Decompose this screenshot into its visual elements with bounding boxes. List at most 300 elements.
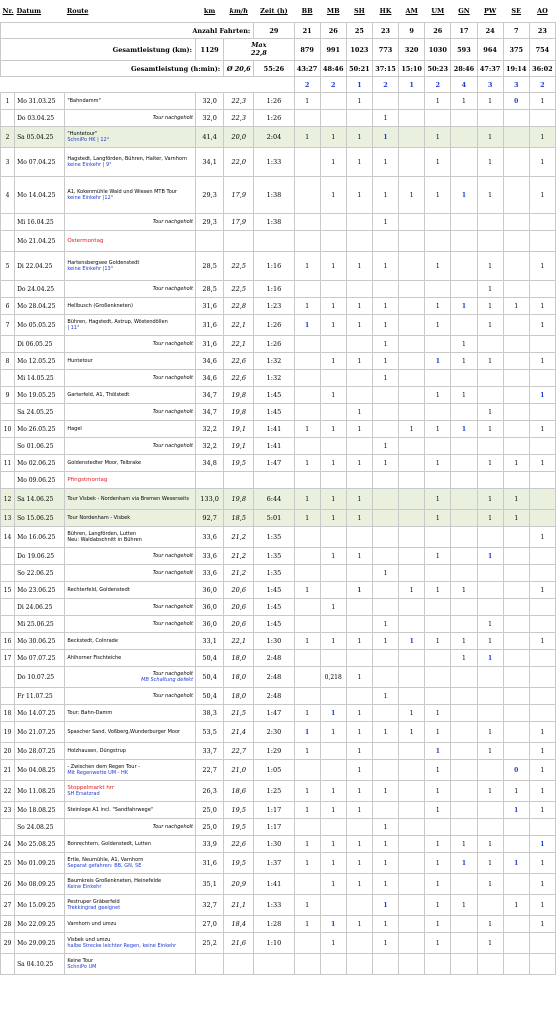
- rider-tick: [503, 438, 529, 455]
- rider-tick: 1: [477, 353, 503, 370]
- rider-tick: 1: [372, 438, 398, 455]
- rider-tick: [503, 370, 529, 387]
- row-km: 26,3: [196, 781, 224, 802]
- row-km: 33,1: [196, 633, 224, 650]
- rider-tick: 1: [425, 916, 451, 933]
- row-km: 34,1: [196, 148, 224, 177]
- row-date: Sa 04.10.25: [15, 954, 65, 975]
- route-text: Hellbusch (Großenkneten): [67, 303, 133, 309]
- rider-tick: [451, 438, 477, 455]
- rider-tick: 1: [425, 802, 451, 819]
- rider-tick: [451, 565, 477, 582]
- row-route: [65, 760, 196, 781]
- table-row: [1, 853, 556, 874]
- row-date: Fr 11.07.25: [15, 688, 65, 705]
- rider-tick: 1: [425, 93, 451, 110]
- rider-tick: 1: [294, 93, 320, 110]
- rider-tick: [503, 954, 529, 975]
- rider-tick: 1: [425, 298, 451, 315]
- rider-tick: 1: [425, 148, 451, 177]
- rider-tick: 1: [399, 633, 425, 650]
- row-km: 31,6: [196, 853, 224, 874]
- row-km: 29,3: [196, 177, 224, 214]
- rider-tick: 1: [529, 722, 555, 743]
- table-row: [1, 110, 556, 127]
- fahrten-value: 21: [294, 23, 320, 39]
- rider-tick: 1: [477, 421, 503, 438]
- row-zeit: 1:32: [254, 353, 294, 370]
- row-number: [1, 472, 15, 489]
- table-row: [1, 252, 556, 281]
- row-number: 9: [1, 387, 15, 404]
- rider-tick: [425, 527, 451, 548]
- rider-tick: 1: [346, 836, 372, 853]
- row-date: So 01.06.25: [15, 438, 65, 455]
- row-zeit: 1:16: [254, 252, 294, 281]
- row-number: 14: [1, 527, 15, 548]
- row-date: Mo 22.09.25: [15, 916, 65, 933]
- table-row: [1, 781, 556, 802]
- nachgeholt-note: Tour nachgeholt: [152, 286, 194, 292]
- rider-tick: 1: [294, 510, 320, 527]
- row-kmh: 18,5: [224, 510, 254, 527]
- row-route: [65, 177, 196, 214]
- row-km: 31,6: [196, 336, 224, 353]
- hours-label: Gesamtleistung (h:min):: [1, 61, 224, 77]
- rider-tick: [372, 93, 398, 110]
- rider-tick: 1: [425, 836, 451, 853]
- rider-tick: [320, 582, 346, 599]
- row-route: [65, 298, 196, 315]
- rider-tick: 1: [372, 853, 398, 874]
- row-route: [65, 252, 196, 281]
- row-date: Di 06.05.25: [15, 336, 65, 353]
- rider-tick: [425, 616, 451, 633]
- row-route: [65, 599, 196, 616]
- rider-tick: 1: [425, 582, 451, 599]
- rider-tick: [346, 650, 372, 667]
- rider-tick: [372, 743, 398, 760]
- rider-tick: [346, 214, 372, 231]
- row-zeit: 1:16: [254, 281, 294, 298]
- route-text: Goldenstedter Moor, Telbrake: [67, 460, 141, 466]
- row-kmh: 19,5: [224, 455, 254, 472]
- rider-tick: 1: [372, 688, 398, 705]
- route-subnote: Trekkingrad geeignet: [67, 905, 121, 911]
- row-zeit: 1:33: [254, 148, 294, 177]
- rider-tick: 1: [346, 353, 372, 370]
- rider-tick: [451, 781, 477, 802]
- rider-tick: 1: [320, 781, 346, 802]
- nachgeholt-note: Tour nachgeholt: [152, 409, 194, 415]
- row-date: Mo 14.07.25: [15, 705, 65, 722]
- rider-tick: [503, 315, 529, 336]
- rider-tick: 1: [346, 510, 372, 527]
- route-subnote: | 11°: [67, 325, 80, 331]
- route-text: Hagstedt, Langförden, Bühren, Halter, Varnhorn: [67, 156, 188, 162]
- row-date: Sa 24.05.25: [15, 404, 65, 421]
- rider-tick: [503, 565, 529, 582]
- rider-tick: [346, 336, 372, 353]
- row-zeit: 1:41: [254, 421, 294, 438]
- row-km: 33,6: [196, 565, 224, 582]
- rider-tick: [399, 895, 425, 916]
- row-date: Mo 05.05.25: [15, 315, 65, 336]
- row-route: [65, 93, 196, 110]
- row-route: [65, 127, 196, 148]
- hours-value: 28:46: [451, 61, 477, 77]
- row-date: Mi 25.06.25: [15, 616, 65, 633]
- rider-tick: 1: [425, 874, 451, 895]
- rider-tick: [320, 438, 346, 455]
- rider-tick: [503, 527, 529, 548]
- rider-tick: 1: [346, 853, 372, 874]
- row-route: [65, 743, 196, 760]
- rider-tick: [451, 110, 477, 127]
- rider-tick: 1: [477, 510, 503, 527]
- row-km: [196, 472, 224, 489]
- rider-tick: [399, 819, 425, 836]
- count-value: 2: [529, 77, 555, 93]
- row-number: 12: [1, 489, 15, 510]
- row-route: [65, 650, 196, 667]
- row-number: 23: [1, 802, 15, 819]
- rider-tick: [529, 616, 555, 633]
- rider-tick: [503, 616, 529, 633]
- rider-tick: 1: [320, 489, 346, 510]
- rider-tick: 1: [346, 874, 372, 895]
- row-km: [196, 231, 224, 252]
- route-text: Ahlhorner Fischteiche: [67, 655, 122, 661]
- rider-tick: 1: [372, 722, 398, 743]
- row-route: [65, 633, 196, 650]
- rider-tick: [294, 933, 320, 954]
- row-date: Mo 18.08.25: [15, 802, 65, 819]
- rider-tick: [425, 599, 451, 616]
- row-kmh: 20,6: [224, 582, 254, 599]
- rides-body: [1, 93, 556, 975]
- rider-tick: [477, 565, 503, 582]
- route-text: Garterfeld, A1, Thölstedt: [67, 392, 130, 398]
- rider-tick: [399, 93, 425, 110]
- rider-tick: [294, 616, 320, 633]
- row-route: [65, 874, 196, 895]
- rider-tick: [399, 836, 425, 853]
- rider-tick: 1: [294, 781, 320, 802]
- table-row: [1, 688, 556, 705]
- row-zeit: 1:38: [254, 177, 294, 214]
- row-number: 1: [1, 93, 15, 110]
- route-text: Bonrechtern, Goldenstedt, Lutten: [67, 841, 152, 847]
- table-row: [1, 472, 556, 489]
- row-date: Mo 21.07.25: [15, 722, 65, 743]
- row-route: [65, 421, 196, 438]
- rider-tick: 1: [346, 916, 372, 933]
- table-row: [1, 370, 556, 387]
- rider-tick: [372, 599, 398, 616]
- row-date: Sa 14.06.25: [15, 489, 65, 510]
- rider-tick: [477, 895, 503, 916]
- rider-tick: [320, 404, 346, 421]
- hours-value: 48:46: [320, 61, 346, 77]
- route-text: Steinloge A1 incl. "Sandfahrwege": [67, 807, 154, 813]
- rider-tick: 1: [425, 421, 451, 438]
- route-subnote: keine Einkehr |13°: [67, 266, 114, 272]
- rider-tick: [529, 214, 555, 231]
- rider-tick: [477, 760, 503, 781]
- rider-tick: 1: [529, 916, 555, 933]
- rider-tick: [529, 599, 555, 616]
- row-number: 29: [1, 933, 15, 954]
- table-row: [1, 895, 556, 916]
- rider-tick: [372, 281, 398, 298]
- rider-tick: [399, 688, 425, 705]
- rider-tick: [294, 387, 320, 404]
- rider-tick: [477, 231, 503, 252]
- rider-tick: 1: [372, 177, 398, 214]
- table-row: [1, 819, 556, 836]
- rider-tick: 1: [477, 633, 503, 650]
- rider-tick: 1: [320, 705, 346, 722]
- rider-tick: 1: [320, 252, 346, 281]
- rider-tick: [320, 819, 346, 836]
- hours-value: 19:14: [503, 61, 529, 77]
- rider-tick: [346, 438, 372, 455]
- rider-tick: [451, 527, 477, 548]
- route-note-red: Stoppelmarkt hrr: [67, 784, 115, 791]
- route-text: Tour Nordenham - Visbek: [67, 515, 131, 521]
- row-date: So 15.06.25: [15, 510, 65, 527]
- rider-tick: [320, 527, 346, 548]
- route-text: Hagel: [67, 426, 82, 432]
- rider-tick: 1: [503, 853, 529, 874]
- rider-tick: 1: [320, 836, 346, 853]
- row-zeit: 1:26: [254, 336, 294, 353]
- rider-tick: 1: [346, 760, 372, 781]
- rider-tick: [425, 438, 451, 455]
- row-kmh: 18,0: [224, 650, 254, 667]
- rider-tick: [451, 933, 477, 954]
- rider-tick: 1: [372, 127, 398, 148]
- rider-tick: 1: [425, 315, 451, 336]
- rider-tick: 1: [451, 633, 477, 650]
- rider-tick: 1: [294, 298, 320, 315]
- table-row: [1, 489, 556, 510]
- table-row: [1, 387, 556, 404]
- rider-tick: [372, 527, 398, 548]
- rider-tick: 1: [529, 743, 555, 760]
- rider-tick: [503, 705, 529, 722]
- rider-tick: 1: [320, 387, 346, 404]
- rider-tick: 1: [425, 933, 451, 954]
- rider-tick: [399, 231, 425, 252]
- rider-tick: [451, 510, 477, 527]
- table-row: [1, 548, 556, 565]
- row-route: [65, 370, 196, 387]
- rider-tick: [372, 802, 398, 819]
- row-number: 19: [1, 722, 15, 743]
- rider-tick: 1: [477, 148, 503, 177]
- row-km: 33,7: [196, 743, 224, 760]
- header-rider: AO: [537, 7, 548, 15]
- rider-tick: [294, 177, 320, 214]
- rider-tick: 1: [451, 582, 477, 599]
- row-zeit: 1:45: [254, 404, 294, 421]
- rider-tick: 1: [425, 781, 451, 802]
- route-text: Spascher Sand, Voßberg,Wunderburger Moor: [67, 729, 181, 735]
- header-datum: Datum: [16, 7, 42, 15]
- rider-tick: [503, 231, 529, 252]
- nachgeholt-note: Tour nachgeholt: [152, 671, 194, 677]
- row-kmh: 22,3: [224, 93, 254, 110]
- row-zeit: 1:26: [254, 93, 294, 110]
- rider-tick: [529, 281, 555, 298]
- rider-tick: 1: [320, 353, 346, 370]
- rider-tick: [503, 599, 529, 616]
- row-km: 28,5: [196, 281, 224, 298]
- rider-tick: [503, 688, 529, 705]
- max-value: 22,8: [250, 48, 267, 57]
- row-number: 7: [1, 315, 15, 336]
- route-text: Ertle, Neumühle, A1, Varnhorn: [67, 857, 144, 863]
- header-rider: BB: [301, 7, 313, 15]
- count-value: 1: [399, 77, 425, 93]
- row-route: [65, 336, 196, 353]
- rider-tick: 1: [477, 853, 503, 874]
- row-km: 92,7: [196, 510, 224, 527]
- count-value: 3: [477, 77, 503, 93]
- rider-tick: 1: [529, 177, 555, 214]
- row-km: 31,6: [196, 315, 224, 336]
- row-kmh: 21,1: [224, 895, 254, 916]
- rider-tick: 1: [294, 633, 320, 650]
- rider-tick: [477, 582, 503, 599]
- km-value: 964: [477, 39, 503, 61]
- route-subnote: halbe Strecke leichter Regen, keine Einkehr: [67, 943, 177, 949]
- row-number: [1, 404, 15, 421]
- rider-tick: [451, 489, 477, 510]
- row-kmh: 21,2: [224, 565, 254, 582]
- rider-tick: [399, 110, 425, 127]
- rider-tick: 1: [477, 650, 503, 667]
- rider-tick: 1: [346, 633, 372, 650]
- rider-tick: [529, 370, 555, 387]
- rider-tick: 1: [425, 127, 451, 148]
- rider-tick: 1: [320, 874, 346, 895]
- rider-tick: 1: [529, 353, 555, 370]
- row-kmh: 19,8: [224, 404, 254, 421]
- row-kmh: 20,6: [224, 599, 254, 616]
- rider-tick: [346, 110, 372, 127]
- row-number: [1, 336, 15, 353]
- rider-tick: [294, 231, 320, 252]
- rider-tick: [451, 819, 477, 836]
- row-zeit: [254, 472, 294, 489]
- row-number: 26: [1, 874, 15, 895]
- row-km: 29,3: [196, 214, 224, 231]
- row-number: [1, 281, 15, 298]
- row-kmh: 19,8: [224, 387, 254, 404]
- rider-tick: [503, 353, 529, 370]
- rider-tick: [425, 281, 451, 298]
- count-value: 1: [346, 77, 372, 93]
- table-row: [1, 743, 556, 760]
- route-subnote: Keine Einkehr: [67, 884, 102, 890]
- row-km: 33,6: [196, 548, 224, 565]
- row-km: 34,6: [196, 370, 224, 387]
- row-zeit: 1:26: [254, 315, 294, 336]
- header-km: km: [203, 7, 216, 15]
- rider-tick: [399, 853, 425, 874]
- row-zeit: 1:38: [254, 214, 294, 231]
- header-rider: UM: [431, 7, 445, 15]
- rider-tick: [477, 527, 503, 548]
- rider-tick: 1: [451, 895, 477, 916]
- rider-tick: 1: [320, 599, 346, 616]
- rider-tick: 1: [294, 421, 320, 438]
- row-date: Mo 01.09.25: [15, 853, 65, 874]
- row-kmh: 19,5: [224, 819, 254, 836]
- rider-tick: [503, 743, 529, 760]
- row-km: 32,0: [196, 110, 224, 127]
- row-zeit: 1:10: [254, 933, 294, 954]
- row-route: [65, 404, 196, 421]
- rider-tick: [503, 127, 529, 148]
- rider-tick: [503, 582, 529, 599]
- table-row: [1, 315, 556, 336]
- rider-tick: 1: [503, 298, 529, 315]
- row-kmh: 21,5: [224, 705, 254, 722]
- rider-tick: [399, 404, 425, 421]
- row-route: [65, 387, 196, 404]
- rider-tick: [451, 404, 477, 421]
- rider-tick: [399, 599, 425, 616]
- row-date: Mi 16.04.25: [15, 214, 65, 231]
- rider-tick: [320, 472, 346, 489]
- rider-tick: 1: [477, 489, 503, 510]
- row-kmh: 20,6: [224, 616, 254, 633]
- fahrten-value: 23: [372, 23, 398, 39]
- row-zeit: 1:35: [254, 527, 294, 548]
- row-route: [65, 722, 196, 743]
- row-kmh: [224, 472, 254, 489]
- rider-tick: [399, 252, 425, 281]
- rider-tick: 1: [529, 802, 555, 819]
- rider-tick: [451, 370, 477, 387]
- row-zeit: 1:25: [254, 781, 294, 802]
- row-date: Mo 23.06.25: [15, 582, 65, 599]
- rider-tick: 1: [320, 853, 346, 874]
- row-route: [65, 667, 196, 688]
- row-number: [1, 819, 15, 836]
- route-text: Pestruper Gräberfeld: [67, 899, 120, 905]
- rider-tick: 1: [320, 127, 346, 148]
- rider-tick: [451, 688, 477, 705]
- row-zeit: [254, 954, 294, 975]
- rider-tick: 1: [372, 336, 398, 353]
- rider-tick: 1: [477, 93, 503, 110]
- row-kmh: 22,1: [224, 633, 254, 650]
- rider-tick: 1: [294, 127, 320, 148]
- header-route: Route: [66, 7, 89, 15]
- row-number: [1, 231, 15, 252]
- table-row: [1, 455, 556, 472]
- nachgeholt-note: Tour nachgeholt: [152, 553, 194, 559]
- rider-tick: 1: [346, 93, 372, 110]
- rider-tick: 1: [372, 616, 398, 633]
- rider-tick: [346, 370, 372, 387]
- rider-tick: [529, 438, 555, 455]
